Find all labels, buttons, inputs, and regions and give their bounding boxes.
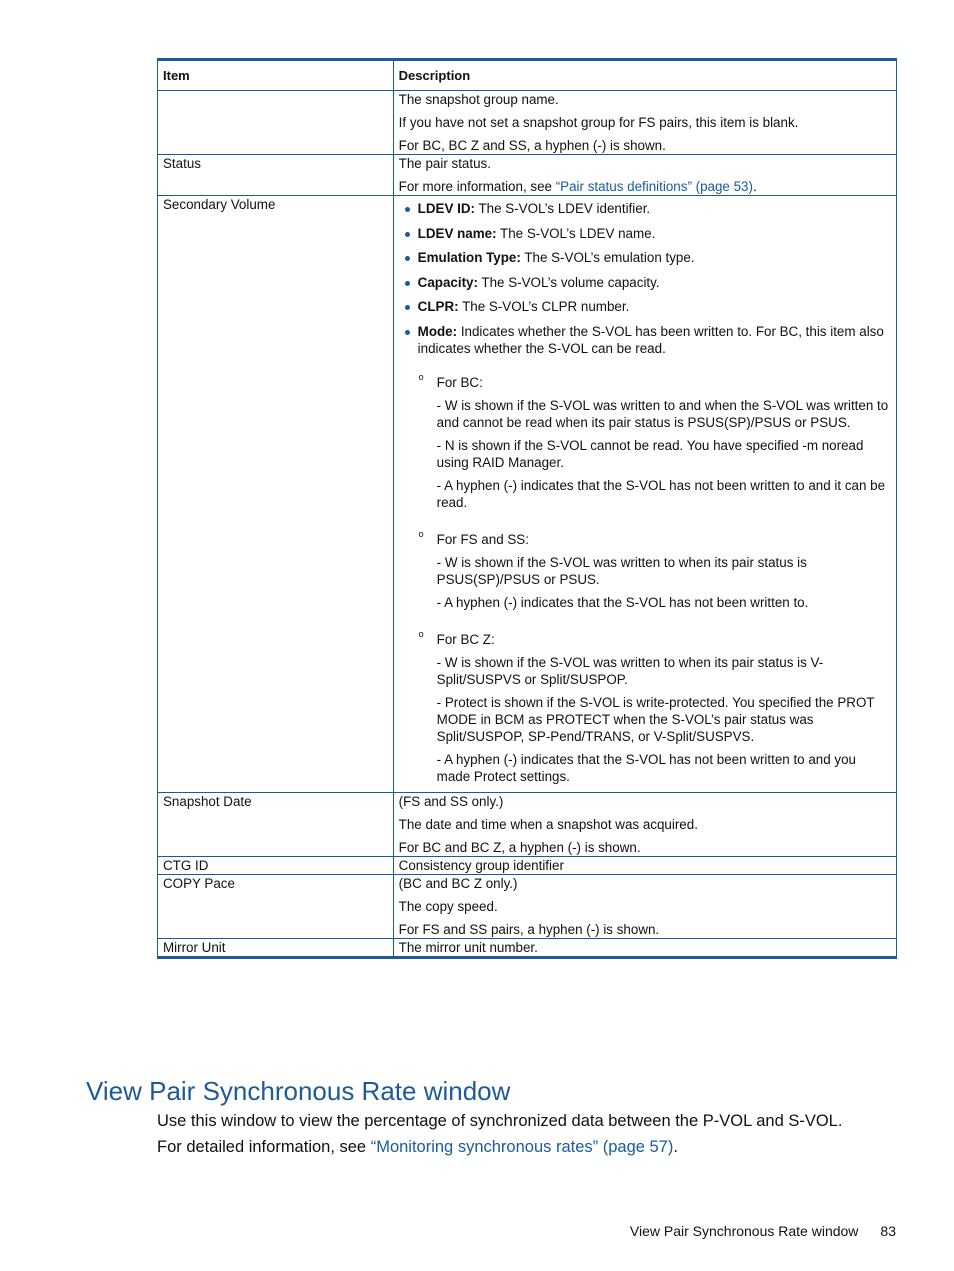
section-heading: View Pair Synchronous Rate window (86, 1076, 511, 1106)
bullet-item (418, 225, 891, 242)
sub-item-line: - W is shown if the S-VOL was written to and when the S-VOL was written to and cannot be read when its pair status is PSUS(SP)/PSUS or PSUS. (436, 397, 889, 430)
row-description (393, 857, 896, 875)
row-item-label: Status (158, 155, 394, 196)
description-line: (BC and BC Z only.) (398, 876, 518, 891)
bullet-term: Mode: (417, 323, 458, 339)
bullet-term: LDEV ID: (417, 201, 475, 216)
sub-item-line: - W is shown if the S-VOL was written to when its pair status is PSUS(SP)/PSUS or PSUS. (436, 554, 807, 587)
description-line: Consistency group identifier (398, 858, 564, 873)
description-line: If you have not set a snapshot group for FS pairs, this item is blank. (398, 115, 799, 130)
row-description (393, 939, 896, 958)
text: . (673, 1138, 678, 1156)
header-item: Item (158, 60, 394, 91)
table-row (158, 155, 897, 196)
bullet-text: Indicates whether the S-VOL has been written to. For BC, this item also indicates whether the S-VOL can be read. (417, 323, 884, 356)
sub-item-line: - A hyphen (-) indicates that the S-VOL has not been written to and you made Protect settings. (436, 751, 856, 784)
row-item-label: Secondary Volume (158, 196, 394, 793)
bullet-text: The S-VOL’s CLPR number. (458, 299, 630, 314)
bullet-item (418, 249, 891, 266)
description-line: The mirror unit number. (398, 940, 538, 955)
monitoring-synchronous-rates-link[interactable]: “Monitoring synchronous rates” (page 57) (370, 1138, 674, 1156)
bullet-term: Capacity: (417, 274, 478, 290)
sub-item-fs-ss (437, 531, 891, 611)
sub-item-line: - A hyphen (-) indicates that the S-VOL has not been written to and it can be read. (436, 477, 886, 510)
bullet-term: LDEV name: (417, 225, 497, 241)
bullet-text: The S-VOL’s LDEV identifier. (474, 201, 651, 216)
text: For more information, see (398, 179, 556, 194)
bullet-list (399, 200, 891, 785)
bullet-text: The S-VOL’s LDEV name. (496, 225, 656, 241)
pair-status-definitions-link[interactable]: “Pair status definitions” (page 53) (555, 179, 753, 194)
row-description (393, 155, 896, 196)
footer-title: View Pair Synchronous Rate window (629, 1223, 859, 1239)
row-item-label (158, 91, 394, 155)
sub-item-line: - N is shown if the S-VOL cannot be read. You have specified -m noread using RAID Manager. (436, 437, 864, 470)
item-description-table (157, 58, 897, 959)
section-paragraph: Use this window to view the percentage of synchronized data between the P-VOL and S-VOL. (157, 1112, 843, 1130)
row-item-label: Snapshot Date (158, 793, 394, 857)
description-line: For BC, BC Z and SS, a hyphen (-) is shown. (398, 138, 666, 153)
sub-item-label: o For BC Z: (436, 631, 495, 647)
sub-item-line: - A hyphen (-) indicates that the S-VOL has not been written to. (436, 594, 809, 610)
table-row (158, 875, 897, 939)
sub-item-bc-z (437, 631, 891, 785)
table-row (158, 939, 897, 958)
sub-item-label: o For BC: (436, 374, 483, 390)
row-description (393, 793, 896, 857)
description-line: The pair status. (398, 156, 491, 171)
bullet-text: The S-VOL’s emulation type. (520, 250, 695, 265)
table-header-row (158, 60, 897, 91)
page-footer (630, 1223, 896, 1239)
section-paragraph-reference (157, 1138, 678, 1157)
sub-item-line: - Protect is shown if the S-VOL is write-protected. You specified the PROT MODE in BCM as PROTECT when the S-VOL’s pair status was Split/SUSPOP, SP-Pend/TRANS, or V-Split/SUSPVS. (436, 694, 875, 744)
description-line: (FS and SS only.) (398, 794, 504, 809)
sub-list (418, 374, 891, 785)
page-number: 83 (880, 1223, 896, 1239)
table-row (158, 196, 897, 793)
bullet-term: CLPR: (417, 299, 459, 314)
row-description (393, 91, 896, 155)
bullet-text: The S-VOL’s volume capacity. (477, 274, 660, 290)
text: . (752, 179, 757, 194)
description-line: The copy speed. (398, 899, 498, 914)
sub-item-label: o For FS and SS: (436, 531, 529, 547)
table-row (158, 793, 897, 857)
bullet-item (418, 274, 891, 291)
table-row (158, 91, 897, 155)
bullet-item (418, 323, 891, 785)
description-line: The date and time when a snapshot was acquired. (398, 817, 698, 832)
sub-item-line: - W is shown if the S-VOL was written to when its pair status is V-Split/SUSPVS or Split/SUSPOP. (436, 654, 824, 687)
row-item-label: COPY Pace (158, 875, 394, 939)
description-line: For FS and SS pairs, a hyphen (-) is shown. (398, 922, 660, 937)
description-line: For BC and BC Z, a hyphen (-) is shown. (398, 840, 641, 855)
row-description (393, 196, 896, 793)
bullet-item (418, 200, 891, 217)
description-line: The snapshot group name. (398, 92, 559, 107)
table-row (158, 857, 897, 875)
bullet-term: Emulation Type: (417, 250, 521, 265)
row-item-label: CTG ID (158, 857, 394, 875)
text: For detailed information, see (157, 1138, 371, 1156)
bullet-item (418, 298, 891, 315)
sub-item-bc (437, 374, 891, 511)
row-description (393, 875, 896, 939)
row-item-label: Mirror Unit (158, 939, 394, 958)
description-line (399, 178, 891, 195)
header-description: Description (393, 60, 896, 91)
